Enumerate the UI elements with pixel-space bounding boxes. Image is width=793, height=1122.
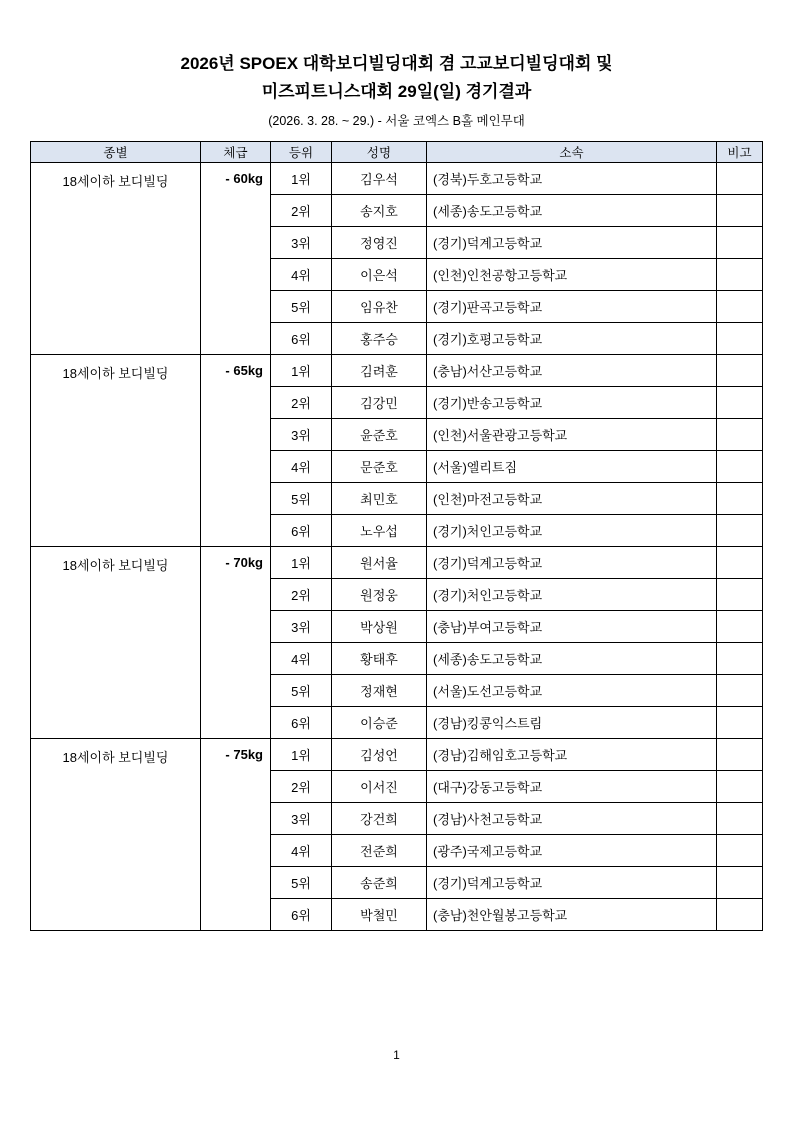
affiliation-cell: (경남)킹콩익스트림: [427, 707, 717, 739]
column-header-category: 종별: [31, 142, 201, 163]
note-cell: [717, 451, 763, 483]
note-cell: [717, 643, 763, 675]
note-cell: [717, 163, 763, 195]
rank-cell: 3위: [271, 227, 332, 259]
rank-cell: 1위: [271, 739, 332, 771]
note-cell: [717, 579, 763, 611]
name-cell: 원정웅: [332, 579, 427, 611]
affiliation-cell: (충남)서산고등학교: [427, 355, 717, 387]
table-row: [31, 355, 763, 387]
note-cell: [717, 515, 763, 547]
document-title: [0, 0, 793, 106]
affiliation-cell: (경기)덕계고등학교: [427, 547, 717, 579]
note-cell: [717, 547, 763, 579]
note-cell: [717, 739, 763, 771]
rank-cell: 2위: [271, 195, 332, 227]
rank-cell: 3위: [271, 419, 332, 451]
weight-class-cell: - 75kg: [201, 739, 271, 931]
affiliation-cell: (경기)판곡고등학교: [427, 291, 717, 323]
rank-cell: 5위: [271, 867, 332, 899]
category-cell: 18세이하 보디빌딩: [31, 163, 201, 355]
note-cell: [717, 899, 763, 931]
affiliation-cell: (경기)처인고등학교: [427, 515, 717, 547]
name-cell: 이승준: [332, 707, 427, 739]
name-cell: 김려훈: [332, 355, 427, 387]
results-table-body: [31, 163, 763, 931]
note-cell: [717, 707, 763, 739]
note-cell: [717, 323, 763, 355]
rank-cell: 1위: [271, 547, 332, 579]
note-cell: [717, 675, 763, 707]
table-row: [31, 163, 763, 195]
affiliation-cell: (충남)부여고등학교: [427, 611, 717, 643]
name-cell: 원서율: [332, 547, 427, 579]
affiliation-cell: (인천)서울관광고등학교: [427, 419, 717, 451]
affiliation-cell: (경기)덕계고등학교: [427, 227, 717, 259]
affiliation-cell: (서울)엘리트짐: [427, 451, 717, 483]
note-cell: [717, 355, 763, 387]
table-row: [31, 547, 763, 579]
document-subtitle: (2026. 3. 28. ~ 29.) - 서울 코엑스 B홀 메인무대: [268, 114, 525, 128]
name-cell: 정영진: [332, 227, 427, 259]
results-table: [30, 141, 763, 931]
rank-cell: 1위: [271, 355, 332, 387]
note-cell: [717, 227, 763, 259]
table-header-row: [31, 142, 763, 163]
affiliation-cell: (대구)강동고등학교: [427, 771, 717, 803]
note-cell: [717, 835, 763, 867]
name-cell: 강건희: [332, 803, 427, 835]
category-cell: 18세이하 보디빌딩: [31, 739, 201, 931]
affiliation-cell: (경기)호평고등학교: [427, 323, 717, 355]
category-cell: 18세이하 보디빌딩: [31, 355, 201, 547]
weight-class-cell: - 70kg: [201, 547, 271, 739]
name-cell: 이은석: [332, 259, 427, 291]
affiliation-cell: (인천)인천공항고등학교: [427, 259, 717, 291]
note-cell: [717, 291, 763, 323]
rank-cell: 2위: [271, 387, 332, 419]
note-cell: [717, 803, 763, 835]
rank-cell: 3위: [271, 803, 332, 835]
name-cell: 박철민: [332, 899, 427, 931]
document-title-line1: 2026년 SPOEX 대학보디빌딩대회 겸 고교보디빌딩대회 및: [180, 54, 613, 73]
note-cell: [717, 771, 763, 803]
weight-class-cell: - 60kg: [201, 163, 271, 355]
affiliation-cell: (경기)처인고등학교: [427, 579, 717, 611]
rank-cell: 2위: [271, 771, 332, 803]
note-cell: [717, 419, 763, 451]
note-cell: [717, 259, 763, 291]
name-cell: 윤준호: [332, 419, 427, 451]
column-header-note: 비고: [717, 142, 763, 163]
affiliation-cell: (충남)천안월봉고등학교: [427, 899, 717, 931]
name-cell: 홍주승: [332, 323, 427, 355]
affiliation-cell: (경북)두호고등학교: [427, 163, 717, 195]
name-cell: 노우섭: [332, 515, 427, 547]
affiliation-cell: (서울)도선고등학교: [427, 675, 717, 707]
name-cell: 정재현: [332, 675, 427, 707]
name-cell: 전준희: [332, 835, 427, 867]
column-header-affiliation: 소속: [427, 142, 717, 163]
document-title-line2: 미즈피트니스대회 29일(일) 경기결과: [261, 82, 532, 101]
note-cell: [717, 387, 763, 419]
name-cell: 김우석: [332, 163, 427, 195]
rank-cell: 4위: [271, 451, 332, 483]
affiliation-cell: (경기)반송고등학교: [427, 387, 717, 419]
affiliation-cell: (세종)송도고등학교: [427, 643, 717, 675]
name-cell: 최민호: [332, 483, 427, 515]
name-cell: 황태후: [332, 643, 427, 675]
table-row: [31, 739, 763, 771]
rank-cell: 3위: [271, 611, 332, 643]
note-cell: [717, 195, 763, 227]
rank-cell: 6위: [271, 899, 332, 931]
rank-cell: 4위: [271, 835, 332, 867]
rank-cell: 4위: [271, 643, 332, 675]
name-cell: 문준호: [332, 451, 427, 483]
affiliation-cell: (경남)김해임호고등학교: [427, 739, 717, 771]
page-number: 1: [393, 1048, 400, 1062]
column-header-name: 성명: [332, 142, 427, 163]
rank-cell: 2위: [271, 579, 332, 611]
rank-cell: 1위: [271, 163, 332, 195]
name-cell: 송준희: [332, 867, 427, 899]
category-cell: 18세이하 보디빌딩: [31, 547, 201, 739]
note-cell: [717, 867, 763, 899]
note-cell: [717, 483, 763, 515]
affiliation-cell: (세종)송도고등학교: [427, 195, 717, 227]
name-cell: 김성언: [332, 739, 427, 771]
rank-cell: 5위: [271, 483, 332, 515]
rank-cell: 4위: [271, 259, 332, 291]
column-header-rank: 등위: [271, 142, 332, 163]
rank-cell: 6위: [271, 707, 332, 739]
name-cell: 송지호: [332, 195, 427, 227]
rank-cell: 5위: [271, 291, 332, 323]
name-cell: 이서진: [332, 771, 427, 803]
rank-cell: 5위: [271, 675, 332, 707]
affiliation-cell: (광주)국제고등학교: [427, 835, 717, 867]
affiliation-cell: (인천)마전고등학교: [427, 483, 717, 515]
name-cell: 박상원: [332, 611, 427, 643]
note-cell: [717, 611, 763, 643]
column-header-weight: 체급: [201, 142, 271, 163]
name-cell: 임유찬: [332, 291, 427, 323]
affiliation-cell: (경기)덕계고등학교: [427, 867, 717, 899]
affiliation-cell: (경남)사천고등학교: [427, 803, 717, 835]
rank-cell: 6위: [271, 323, 332, 355]
rank-cell: 6위: [271, 515, 332, 547]
name-cell: 김강민: [332, 387, 427, 419]
weight-class-cell: - 65kg: [201, 355, 271, 547]
